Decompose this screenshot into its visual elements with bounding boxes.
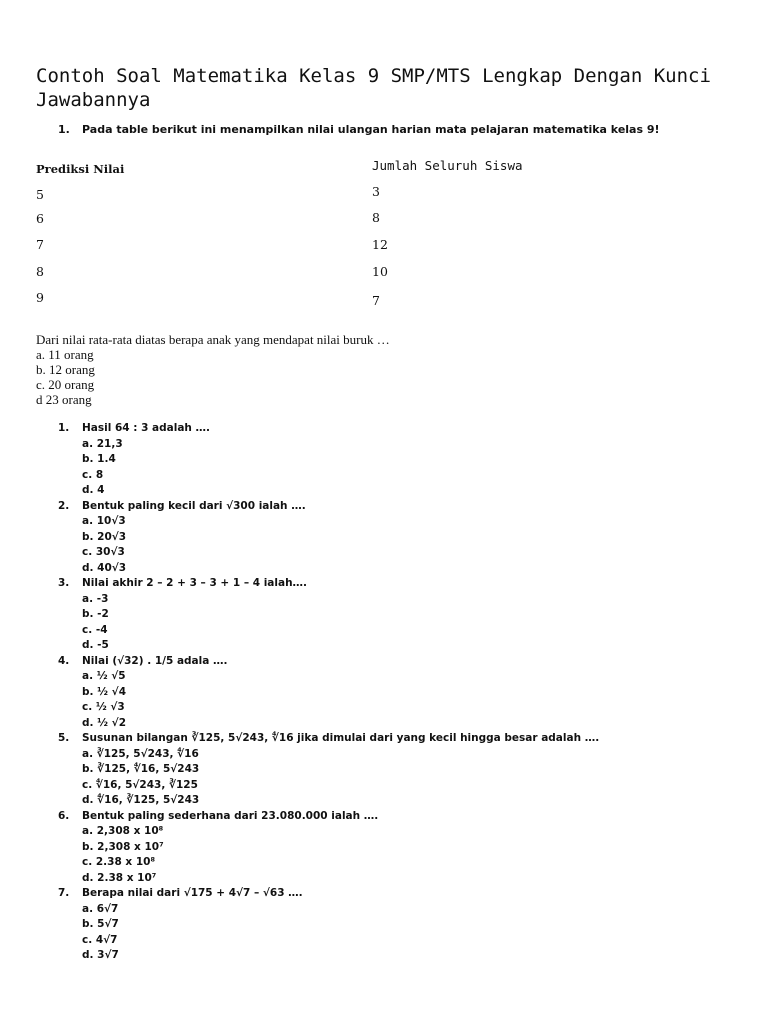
question-text: Berapa nilai dari √175 + 4√7 – √63 …. xyxy=(82,887,303,899)
answer-option: b. 1.4 xyxy=(82,453,116,465)
question-text: Hasil 64 : 3 adalah …. xyxy=(82,422,211,434)
question-text: Nilai akhir 2 – 2 + 3 – 3 + 1 – 4 ialah…. xyxy=(82,577,308,589)
answer-option: c. 20 orang xyxy=(36,377,95,392)
answer-option: b. ½ √4 xyxy=(82,685,126,698)
question-number: 5. xyxy=(58,732,70,744)
table-cell-jumlah: 8 xyxy=(372,210,380,225)
question-number: 1. xyxy=(58,422,70,434)
answer-option: d 23 orang xyxy=(36,392,92,407)
document-title: Contoh Soal Matematika Kelas 9 SMP/MTS Lengkap Dengan Kunci Jawabannya xyxy=(36,65,711,111)
answer-option: d. ½ √2 xyxy=(82,716,126,729)
answer-option: c. ½ √3 xyxy=(82,701,125,713)
answer-option: b. 20√3 xyxy=(82,530,127,543)
answer-option: d. -5 xyxy=(82,639,109,651)
table-cell-jumlah: 12 xyxy=(372,237,388,252)
answer-option: c. 2.38 x 10⁸ xyxy=(82,856,156,868)
answer-option: a. 11 orang xyxy=(36,347,94,362)
table-cell-nilai: 8 xyxy=(36,264,44,279)
answer-option: a. 10√3 xyxy=(82,515,126,527)
answer-option: c. 30√3 xyxy=(82,546,125,558)
question-text: Dari nilai rata-rata diatas berapa anak yang mendapat nilai buruk … xyxy=(36,332,390,347)
answer-option: a. -3 xyxy=(82,592,109,605)
question-number: 4. xyxy=(58,654,70,667)
answer-option: d. 2.38 x 10⁷ xyxy=(82,871,157,884)
answer-option: b. 2,308 x 10⁷ xyxy=(82,840,164,853)
answer-option: c. -4 xyxy=(82,623,108,636)
answer-option: b. ∛125, ∜16, 5√243 xyxy=(82,763,200,775)
answer-option: b. 5√7 xyxy=(82,918,119,930)
list-item xyxy=(58,809,758,887)
answer-option: d. 3√7 xyxy=(82,949,119,961)
list-item xyxy=(58,499,758,577)
table-cell-nilai: 5 xyxy=(36,187,44,202)
question-number: 3. xyxy=(58,577,70,589)
answer-option: a. 2,308 x 10⁸ xyxy=(82,825,164,837)
list-item xyxy=(58,886,758,964)
answer-option: b. 12 orang xyxy=(36,362,95,377)
list-item xyxy=(58,576,758,654)
answer-option: d. ∜16, ∛125, 5√243 xyxy=(82,794,200,806)
question-text: Nilai (√32) . 1/5 adala …. xyxy=(82,654,228,667)
answer-option: c. ∜16, 5√243, ∛125 xyxy=(82,778,198,791)
intro-text: Pada table berikut ini menampilkan nilai ulangan harian mata pelajaran matematika kelas 9! xyxy=(82,123,660,136)
question-number: 6. xyxy=(58,809,70,822)
answer-option: b. -2 xyxy=(82,608,109,620)
answer-option: a. ½ √5 xyxy=(82,670,126,682)
table-cell-jumlah: 10 xyxy=(372,264,388,279)
table-header-jumlah: Jumlah Seluruh Siswa xyxy=(372,158,523,173)
question-list xyxy=(58,421,758,964)
rata-rata-question xyxy=(36,332,390,407)
table-cell-jumlah: 7 xyxy=(372,293,380,308)
list-item xyxy=(58,731,758,809)
list-item xyxy=(58,654,758,732)
intro-number: 1. xyxy=(58,123,70,136)
table-cell-jumlah: 3 xyxy=(372,184,380,199)
question-number: 2. xyxy=(58,499,70,512)
answer-option: d. 40√3 xyxy=(82,561,127,574)
question-text: Susunan bilangan ∛125, 5√243, ∜16 jika dimulai dari yang kecil hingga besar adalah …. xyxy=(82,732,600,744)
answer-option: d. 4 xyxy=(82,484,105,496)
question-number: 7. xyxy=(58,887,70,899)
question-text: Bentuk paling kecil dari √300 ialah …. xyxy=(82,499,306,512)
answer-option: a. ∛125, 5√243, ∜16 xyxy=(82,747,199,760)
table-header-prediksi: Prediksi Nilai xyxy=(36,162,125,176)
table-cell-nilai: 6 xyxy=(36,211,44,226)
answer-option: a. 21,3 xyxy=(82,437,123,450)
table-cell-nilai: 9 xyxy=(36,290,44,305)
answer-option: a. 6√7 xyxy=(82,902,119,915)
list-item xyxy=(58,421,758,499)
table-cell-nilai: 7 xyxy=(36,237,44,252)
answer-option: c. 4√7 xyxy=(82,933,118,946)
answer-option: c. 8 xyxy=(82,468,104,481)
question-text: Bentuk paling sederhana dari 23.080.000 ialah …. xyxy=(82,809,379,822)
